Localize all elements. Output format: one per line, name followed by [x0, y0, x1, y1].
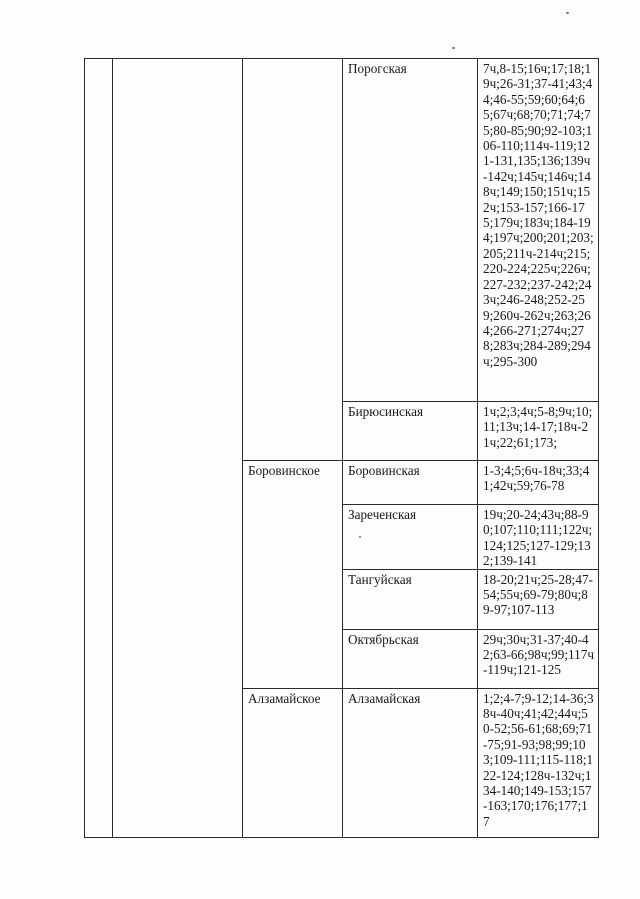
settlement-cell — [243, 688, 343, 837]
forestry-name: Октябрьская — [348, 631, 419, 647]
forestry-cell — [343, 59, 478, 402]
forestry-name: Алзамайская — [348, 690, 421, 706]
forestry-name: Зареченская — [348, 507, 417, 522]
settlement-name: Боровинское — [248, 463, 320, 478]
forestry-cell — [343, 402, 478, 461]
forestry-name: Порогская — [348, 61, 407, 76]
quarters-cell — [478, 688, 599, 837]
quarters-cell — [478, 402, 599, 461]
quarters-cell — [478, 461, 599, 505]
quarters-cell — [478, 629, 599, 688]
settlement-cell — [243, 461, 343, 689]
quarters-list: 1;2;4-7;9-12;14-36;38ч-40ч;41;42;44ч;50-52;56-61;68;69;71-75;91-93;98;99;103;109-111;115-118;122-124;128ч-132ч;134-140;149-153;157-163;170;176;177;17 — [483, 690, 594, 829]
forestry-cell — [343, 505, 478, 570]
quarters-cell — [478, 59, 599, 402]
quarters-list: 1ч;2;3;4ч;5-8;9ч;10;11;13ч;14-17;18ч-21ч;22;61;173; — [483, 404, 593, 450]
table-row — [85, 59, 599, 402]
forestry-name: Бирюсинская — [348, 404, 424, 419]
quarters-list: 29ч;30ч;31-37;40-42;63-66;98ч;99;117ч-119ч;121-125 — [483, 631, 594, 678]
forestry-cell — [343, 461, 478, 505]
row-number-cell — [85, 59, 113, 838]
forestry-cell — [343, 569, 478, 629]
forestry-quarters-table — [84, 58, 599, 838]
scan-speck — [566, 12, 569, 14]
quarters-cell — [478, 505, 599, 570]
forestry-name: Боровинская — [348, 463, 420, 478]
settlement-cell — [243, 59, 343, 461]
district-cell — [113, 59, 243, 838]
forestry-cell — [343, 688, 478, 837]
quarters-list: 1-3;4;5;6ч-18ч;33;41;42ч;59;76-78 — [483, 463, 590, 494]
scan-speck — [452, 47, 455, 49]
forestry-cell — [343, 629, 478, 688]
quarters-cell — [478, 569, 599, 629]
forestry-name: Тангуйская — [348, 571, 412, 587]
quarters-list: 7ч,8-15;16ч;17;18;19ч;26-31;37-41;43;44;46-55;59;60;64;65;67ч;68;70;71;74;75;80-85;90;92-103;106-110;114ч-119;121-131,135;136;139ч-142ч;145ч;146ч;148ч;149;150;151ч;152ч;153-157;166-175;179ч;183ч;184-194;197ч;200;201;203;205;211ч-214ч;215;220-224;225ч;226ч;227-232;237-242;243ч;246-248;252-259;260ч-262ч;263;264;266-271;274ч;278;283ч;284-289;294ч;295-300 — [483, 61, 594, 369]
settlement-name: Алзамайское — [248, 690, 321, 706]
quarters-list: 18-20;21ч;25-28;47-54;55ч;69-79;80ч;89-97;107-113 — [483, 571, 593, 618]
quarters-list: 19ч;20-24;43ч;88-90;107;110;111;122ч;124;125;127-129;132;139-141 — [483, 507, 593, 569]
